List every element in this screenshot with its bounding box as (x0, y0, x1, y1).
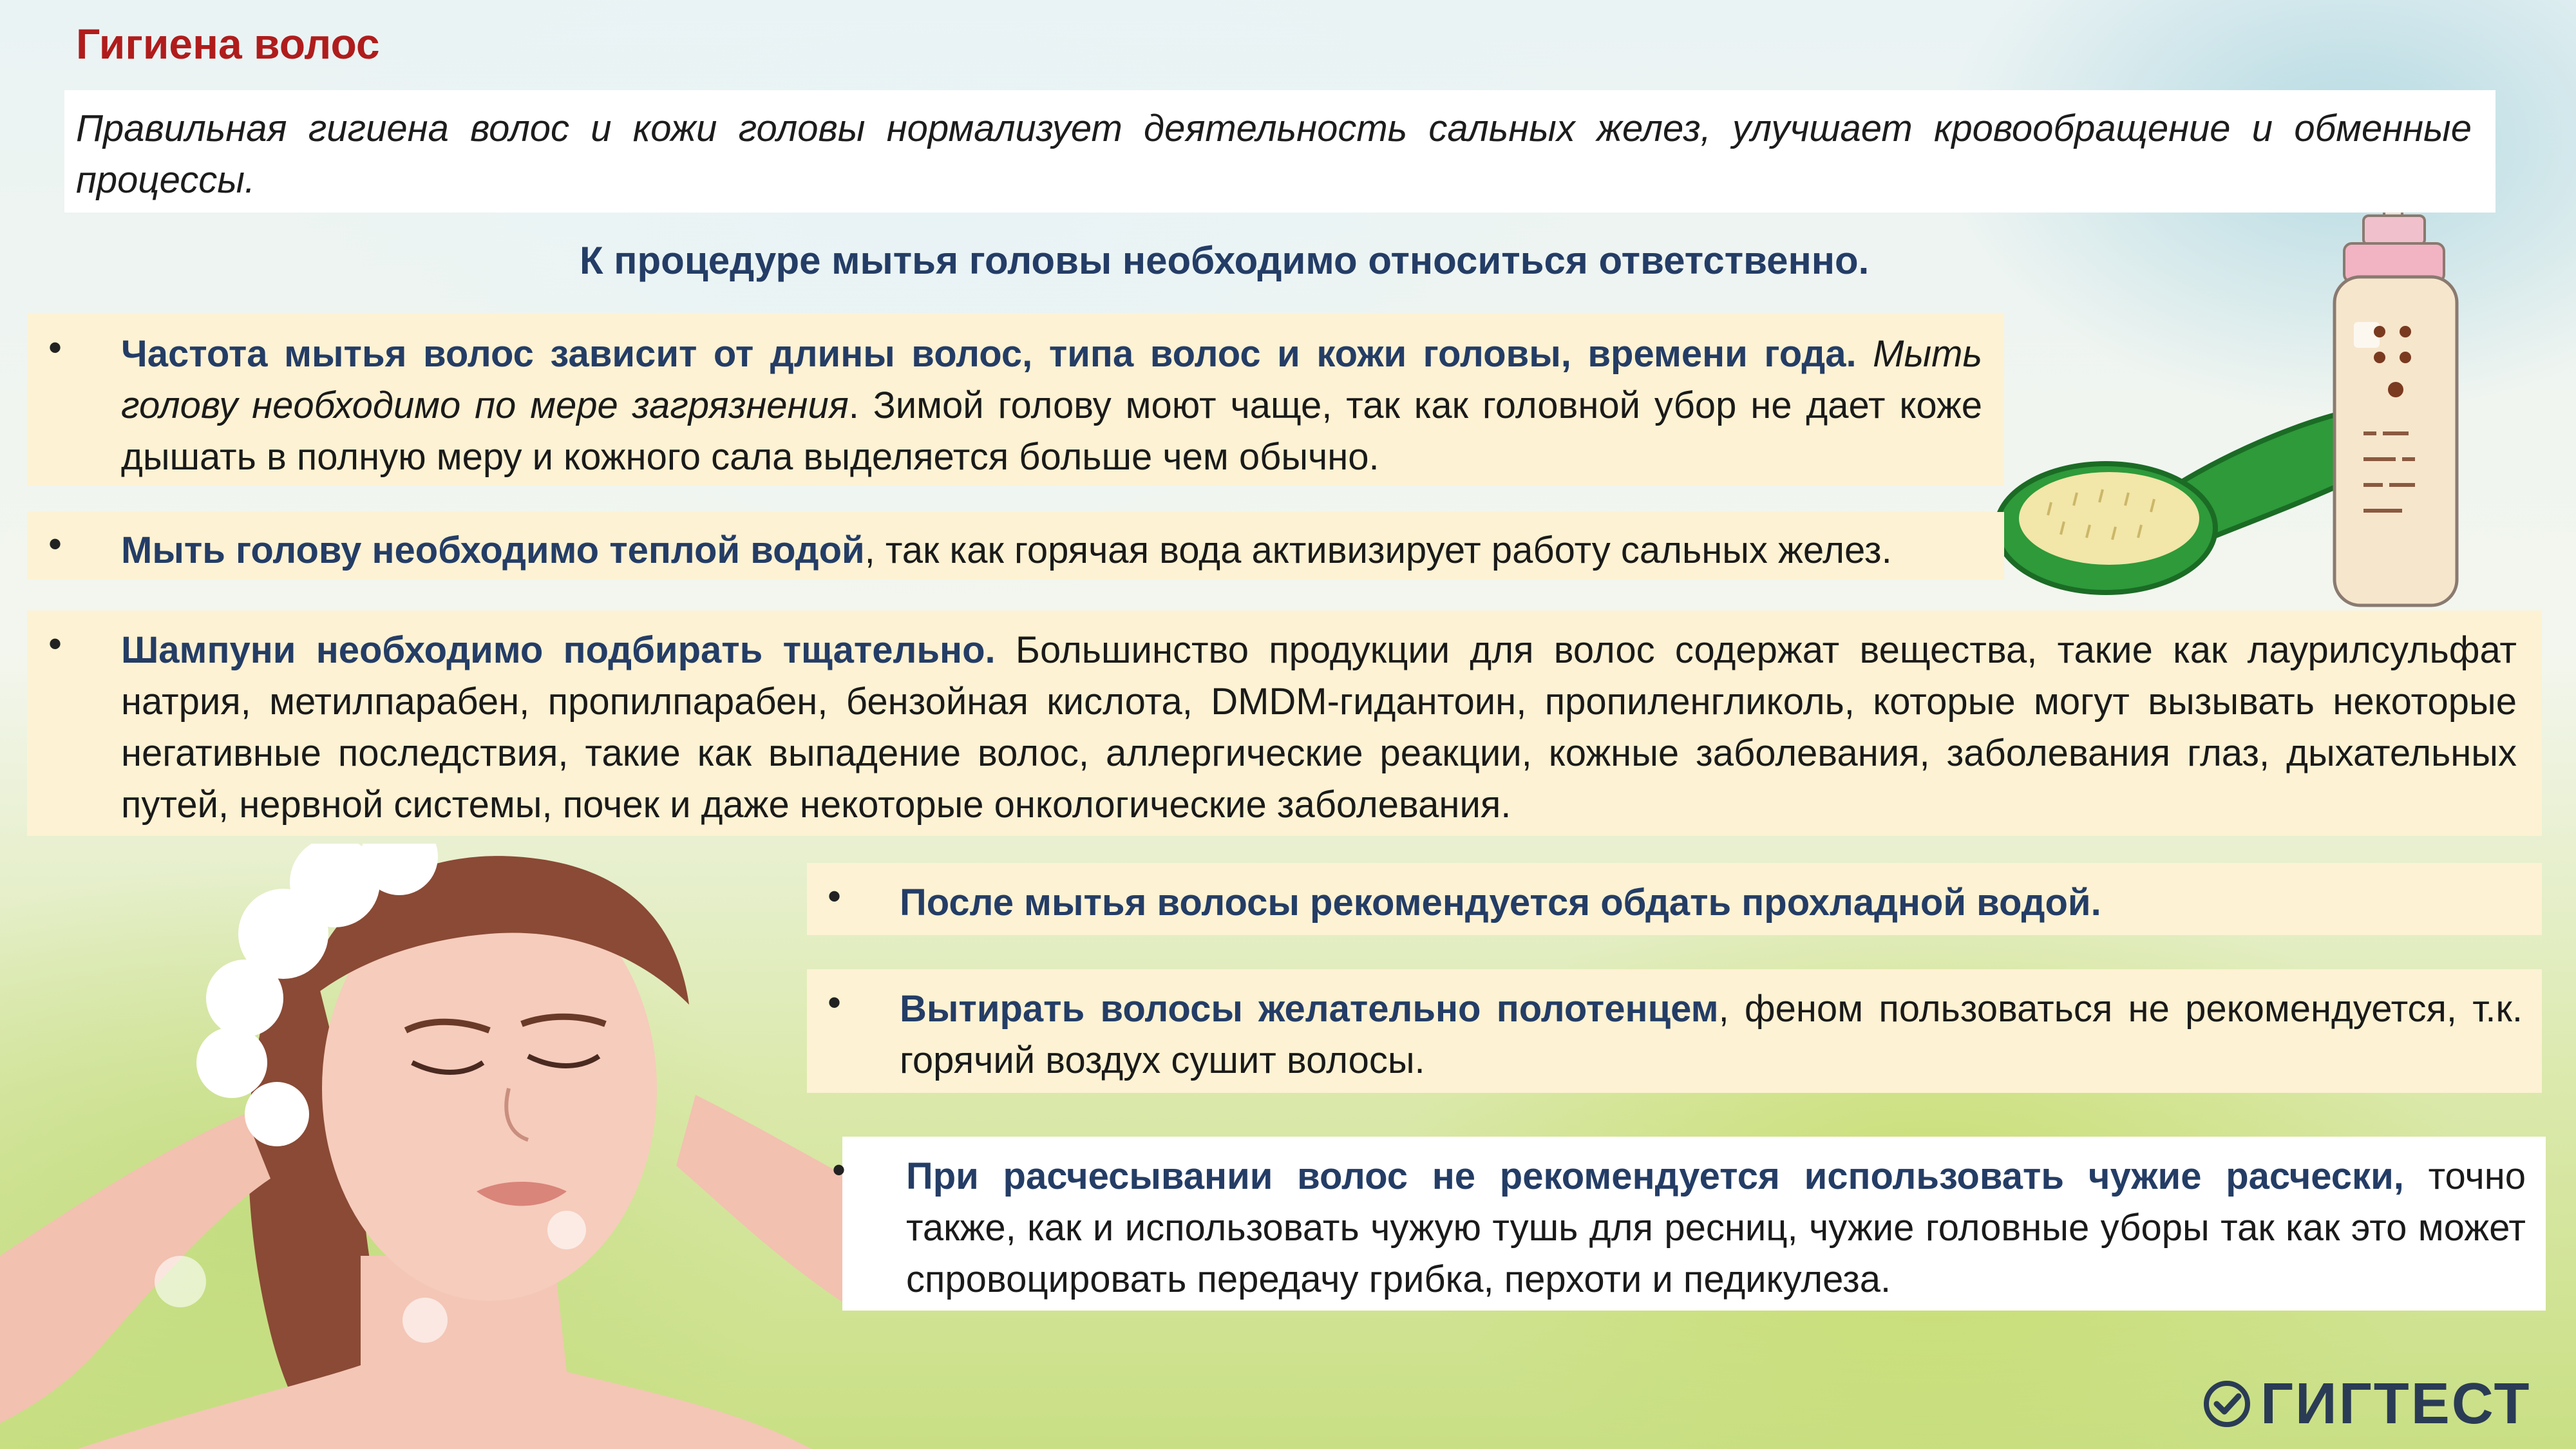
list-item-text (900, 877, 2523, 929)
bullet-icon: • (832, 1148, 846, 1191)
bullet-icon: • (48, 326, 62, 369)
list-item-bold: Шампуни необходимо подбирать тщательно. (121, 629, 996, 671)
list-item-bold: При расчесывании волос не рекомендуется использовать чужие расчески, (906, 1155, 2404, 1197)
list-item-bold: Вытирать волосы желательно полотенцем (900, 988, 1719, 1030)
list-item-text (121, 328, 1982, 483)
list-item-rest: . Зимой голову моют чаще, так как головной убор не дает коже дышать в полную меру и кожного сала выделяется больше чем обычно. (121, 384, 1983, 478)
list-item-italic: Мыть голову необходимо по мере загрязнения (121, 333, 1982, 426)
list-item-text (900, 983, 2523, 1086)
check-circle-icon (2202, 1379, 2251, 1428)
bullet-icon: • (48, 622, 62, 665)
list-item-text (121, 525, 1982, 576)
list-item-rest: , так как горячая вода активизирует работу сальных желез. (864, 529, 1892, 571)
list-item-bold: После мытья волосы рекомендуется обдать прохладной водой. (900, 882, 2101, 923)
list-item-text (121, 625, 2517, 831)
section-subtitle: К процедуре мытья головы необходимо относиться ответственно. (580, 239, 1870, 282)
list-item-rest: , феном пользоваться не рекомендуется, т.к. горячий воздух сушит волосы. (900, 988, 2523, 1081)
bullet-icon: • (828, 981, 842, 1024)
logo-text: ГИГТЕСТ (2260, 1371, 2532, 1436)
list-item-rest: Большинство продукции для волос содержат вещества, такие как лаурилсульфат натрия, метилпарабен, пропилпарабен, бензойная кислота, DMDM-гидантоин, пропиленгликоль, которые могут вызывать некоторые негативные последствия, такие как выпадение волос, аллергические реакции, кожные заболевания, заболевания глаз, дыхательных путей, нервной системы, почек и даже некоторые онкологические заболевания. (121, 629, 2517, 826)
page-title: Гигиена волос (76, 20, 380, 68)
list-item-bold: Мыть голову необходимо теплой водой (121, 529, 865, 571)
gigtest-logo (2202, 1372, 2550, 1436)
intro-text: Правильная гигиена волос и кожи головы нормализует деятельность сальных желез, улучшает кровообращение и обменные процессы. (76, 108, 2472, 201)
bullet-icon: • (48, 522, 62, 565)
list-item-text (906, 1151, 2526, 1305)
woman-washing-hair-illustration (0, 844, 850, 1449)
bullet-icon: • (828, 875, 842, 918)
list-item-bold: Частота мытья волос зависит от длины волос, типа волос и кожи головы, времени года. (121, 333, 1857, 375)
list-item-rest: точно также, как и использовать чужую тушь для ресниц, чужие головные уборы так как это может спровоцировать передачу грибка, перхоти и педикулеза. (906, 1155, 2526, 1300)
shampoo-bottle-illustration (2312, 161, 2479, 618)
